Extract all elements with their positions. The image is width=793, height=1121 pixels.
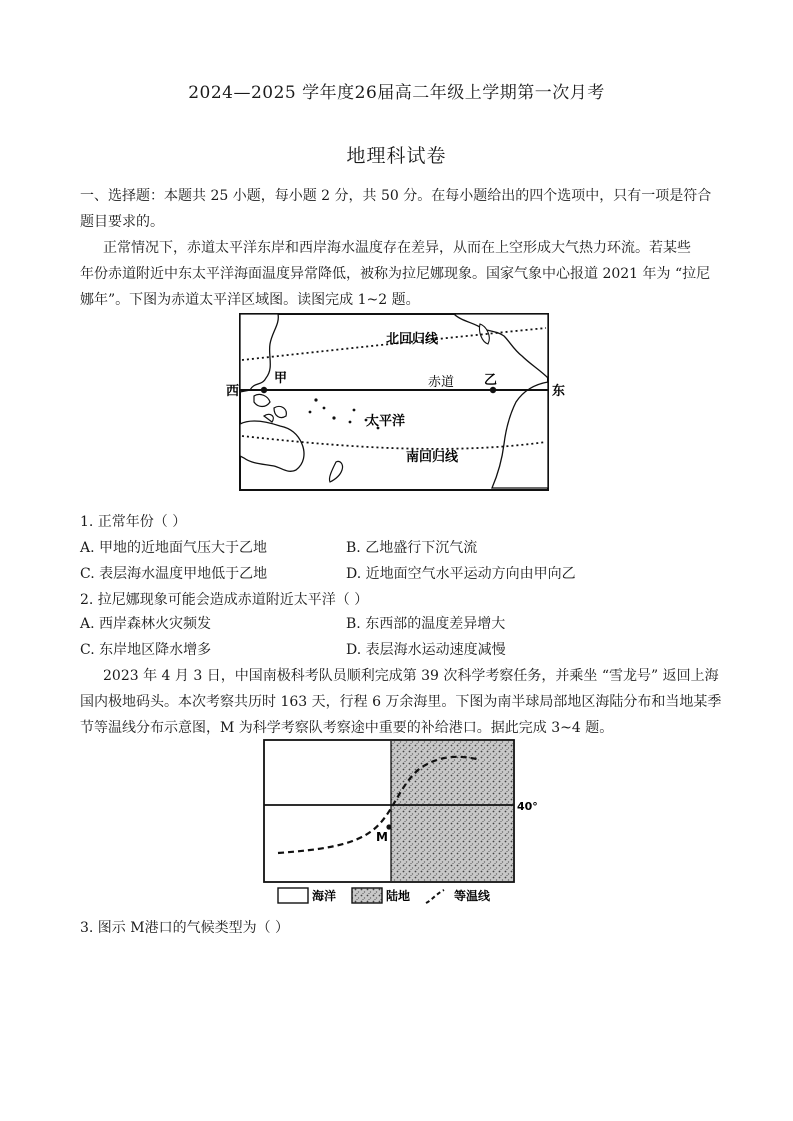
section-instruction-line1: 一、选择题：本题共 25 小题，每小题 2 分，共 50 分。在每小题给出的四个选项中，只有一项是符合 xyxy=(80,188,712,204)
lat-40-label: 40° xyxy=(517,800,538,813)
passage1-line2: 年份赤道附近中东太平洋海面温度异常降低，被称为拉尼娜现象。国家气象中心报道 2021 年为 “拉尼 xyxy=(80,266,711,282)
equator-label: 赤道 xyxy=(428,375,455,390)
port-m-point xyxy=(386,824,391,829)
land-area xyxy=(391,741,513,881)
port-m-label: M xyxy=(376,830,388,844)
q1-option-d: D. 近地面空气水平运动方向由甲向乙 xyxy=(346,566,576,582)
q2-option-c: C. 东岸地区降水增多 xyxy=(80,642,212,658)
q2-option-d: D. 表层海水运动速度减慢 xyxy=(346,642,506,658)
legend-land-swatch xyxy=(352,888,382,903)
legend-ocean-label: 海洋 xyxy=(312,889,337,903)
point-jia xyxy=(261,387,267,393)
exam-title: 2024—2025 学年度26届高二年级上学期第一次月考 xyxy=(188,83,605,103)
tropic-south-label: 南回归线 xyxy=(406,450,459,465)
isotherm-map xyxy=(258,738,542,910)
subject-title: 地理科试卷 xyxy=(346,145,447,167)
tropic-north-label: 北回归线 xyxy=(386,332,439,347)
q2-stem: 2. 拉尼娜现象可能会造成赤道附近太平洋（ ） xyxy=(80,592,369,608)
q1-stem: 1. 正常年份（ ） xyxy=(80,514,187,530)
legend-land-label: 陆地 xyxy=(386,889,411,903)
passage2-line2: 国内极地码头。本次考察共历时 163 天，行程 6 万余海里。下图为南半球局部地区海陆分布和当地某季 xyxy=(80,694,722,710)
passage1-line3: 娜年”。下图为赤道太平洋区域图。读图完成 1~2 题。 xyxy=(80,292,420,308)
q2-option-b: B. 东西部的温度差异增大 xyxy=(346,616,506,632)
pacific-map xyxy=(224,312,566,494)
q3-stem: 3. 图示 M港口的气候类型为（ ） xyxy=(80,920,290,936)
jia-label: 甲 xyxy=(274,371,288,386)
passage2-line3: 节等温线分布示意图，M 为科学考察队考察途中重要的补给港口。据此完成 3~4 题。 xyxy=(80,720,614,736)
west-label: 西 xyxy=(226,384,240,399)
legend-isotherm-label: 等温线 xyxy=(454,889,491,903)
q1-option-a: A. 甲地的近地面气压大于乙地 xyxy=(80,540,268,556)
section-instruction-line2: 题目要求的。 xyxy=(80,214,164,230)
q1-option-c: C. 表层海水温度甲地低于乙地 xyxy=(80,566,268,582)
passage1-line1: 正常情况下，赤道太平洋东岸和西岸海水温度存在差异，从而在上空形成大气热力环流。若某些 xyxy=(103,240,691,256)
passage2-line1: 2023 年 4 月 3 日，中国南极科考队员顺利完成第 39 次科学考察任务，并乘坐 “雪龙号” 返回上海 xyxy=(103,668,719,684)
east-label: 东 xyxy=(552,384,566,399)
q2-option-a: A. 西岸森林火灾频发 xyxy=(80,616,212,632)
q1-option-b: B. 乙地盛行下沉气流 xyxy=(346,540,478,556)
legend-isotherm-swatch xyxy=(426,890,444,903)
legend-ocean-swatch xyxy=(278,888,308,903)
yi-label: 乙 xyxy=(484,373,498,388)
pacific-label: 太平洋 xyxy=(366,414,406,429)
